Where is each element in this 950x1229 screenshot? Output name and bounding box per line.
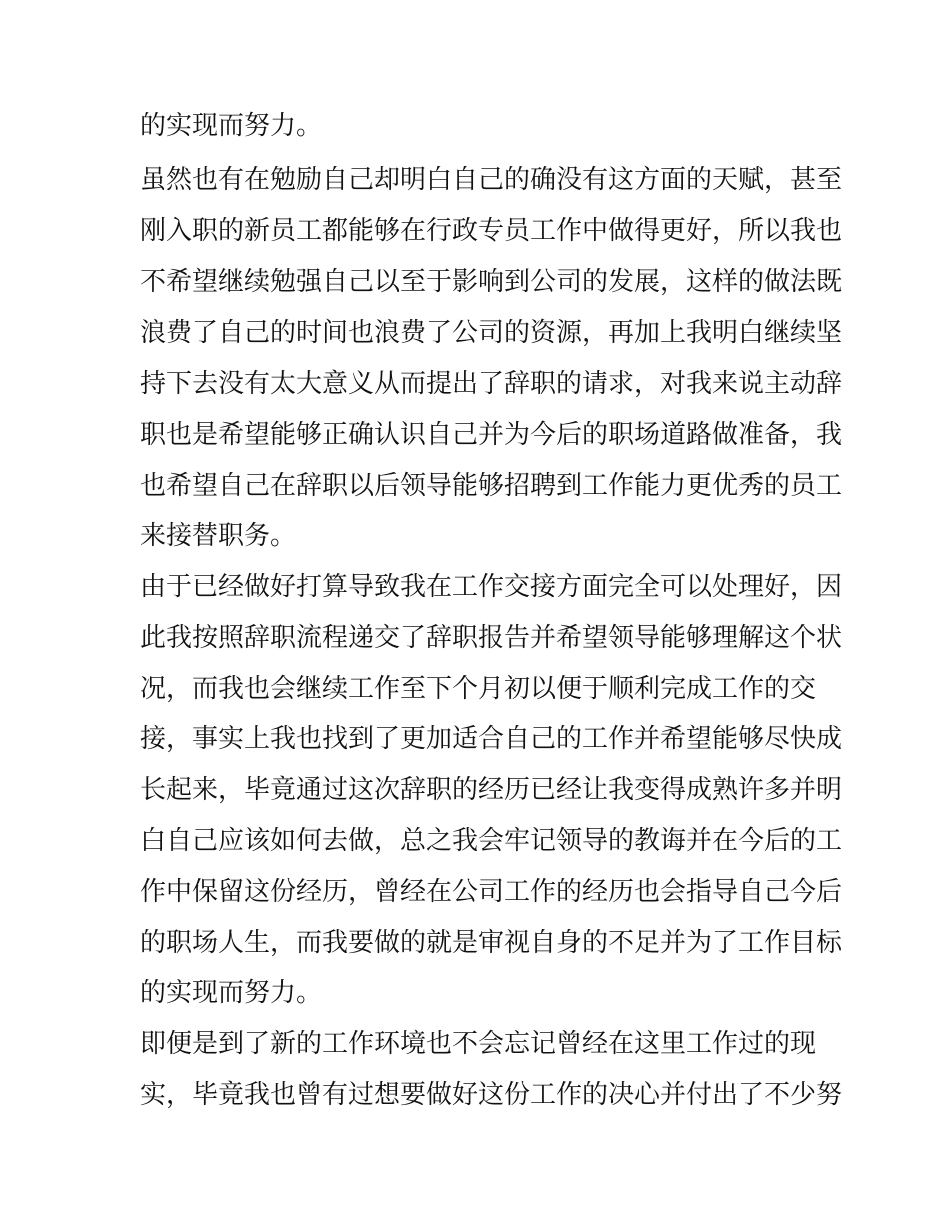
text-line: 此我按照辞职流程递交了辞职报告并希望领导能够理解这个状 <box>140 623 843 653</box>
text-line: 由于已经做好打算导致我在工作交接方面完全可以处理好，因 <box>140 572 843 602</box>
text-line: 的实现而努力。 <box>140 978 323 1008</box>
text-line: 虽然也有在勉励自己却明白自己的确没有这方面的天赋，甚至 <box>140 165 843 195</box>
text-line: 的职场人生，而我要做的就是审视自身的不足并为了工作目标 <box>140 928 843 958</box>
text-line: 即便是到了新的工作环境也不会忘记曾经在这里工作过的现 <box>140 1029 817 1059</box>
text-line: 接，事实上我也找到了更加适合自己的工作并希望能够尽快成 <box>140 724 843 754</box>
text-line: 浪费了自己的时间也浪费了公司的资源，再加上我明白继续坚 <box>140 318 843 348</box>
text-line: 况，而我也会继续工作至下个月初以便于顺利完成工作的交 <box>140 674 817 704</box>
text-line: 实，毕竟我也曾有过想要做好这份工作的决心并付出了不少努 <box>140 1080 843 1110</box>
text-line: 刚入职的新员工都能够在行政专员工作中做得更好，所以我也 <box>140 216 843 246</box>
text-line: 也希望自己在辞职以后领导能够招聘到工作能力更优秀的员工 <box>140 471 843 501</box>
text-line: 不希望继续勉强自己以至于影响到公司的发展，这样的做法既 <box>140 267 843 297</box>
text-line: 来接替职务。 <box>140 521 297 551</box>
text-line: 白自己应该如何去做，总之我会牢记领导的教诲并在今后的工 <box>140 826 843 856</box>
text-line: 持下去没有太大意义从而提出了辞职的请求，对我来说主动辞 <box>140 369 843 399</box>
text-line: 的实现而努力。 <box>140 111 323 141</box>
text-line: 长起来，毕竟通过这次辞职的经历已经让我变得成熟许多并明 <box>140 775 843 805</box>
text-line: 职也是希望能够正确认识自己并为今后的职场道路做准备，我 <box>140 420 843 450</box>
text-line: 作中保留这份经历，曾经在公司工作的经历也会指导自己今后 <box>140 877 843 907</box>
